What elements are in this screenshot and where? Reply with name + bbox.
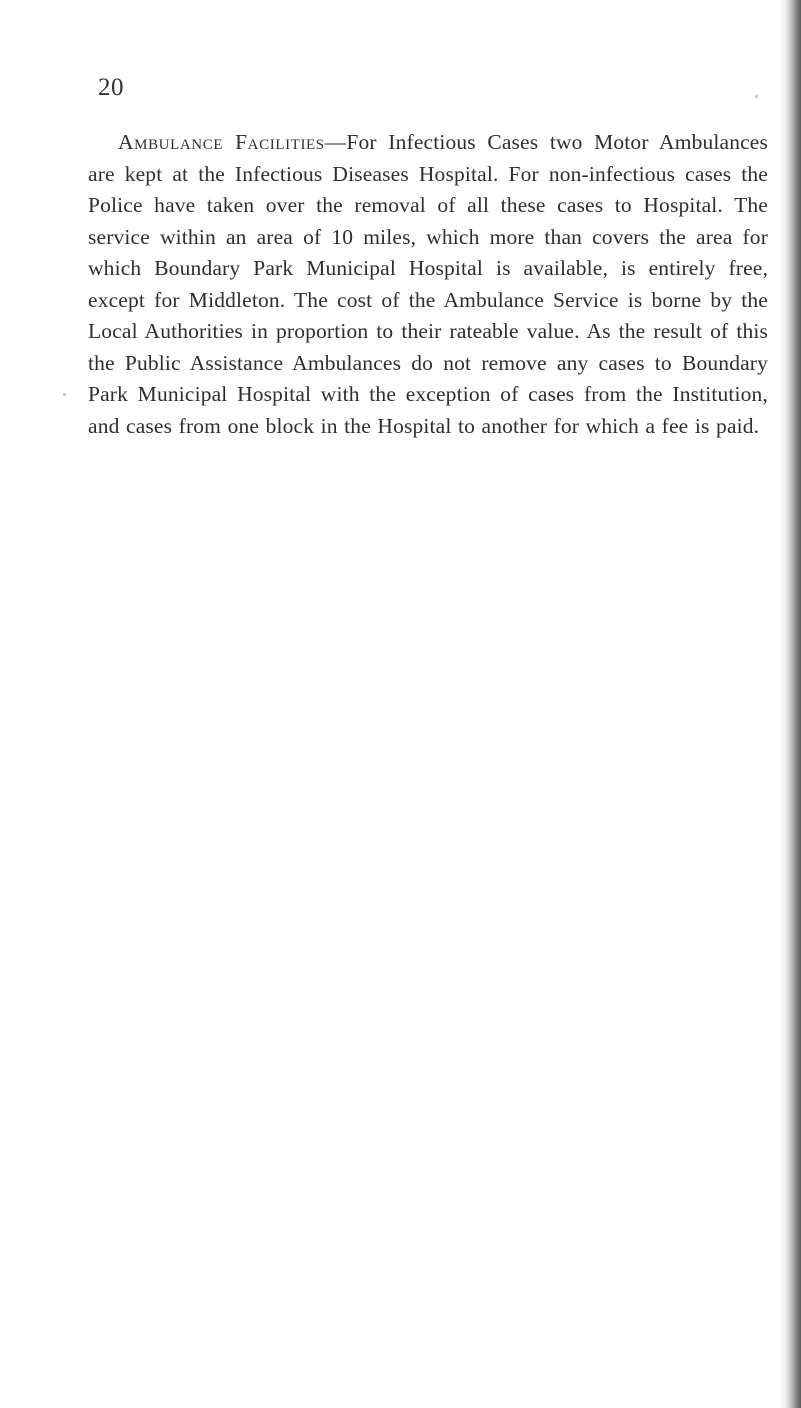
- paper-speck: [63, 393, 66, 396]
- paragraph-text: For Infectious Cases two Motor Ambulances are kept at the Infectious Diseases Hospital. For non-infectious cases the Police have taken over the removal of all these cases to Hospital. The service within an area of 10 miles, which more than covers the area for which Boundary Park Municipal Hospital is available, is entirely free, except for Middleton. The cost of the Ambulance Service is borne by the Local Authorities in proportion to their rateable value. As the result of this the Public Assistance Ambulances do not remove any cases to Boundary Park Municipal Hospital with the exception of cases from the Institution, and cases from one block in the Hospital to another for which a fee is paid.: [88, 130, 768, 438]
- heading-separator: —: [324, 130, 347, 154]
- paragraph-heading: Ambulance Facilities: [118, 130, 325, 154]
- page-edge: [785, 0, 801, 1408]
- ambulance-facilities-paragraph: [88, 127, 768, 442]
- paper-speck: [755, 95, 758, 98]
- page-number: 20: [98, 74, 124, 101]
